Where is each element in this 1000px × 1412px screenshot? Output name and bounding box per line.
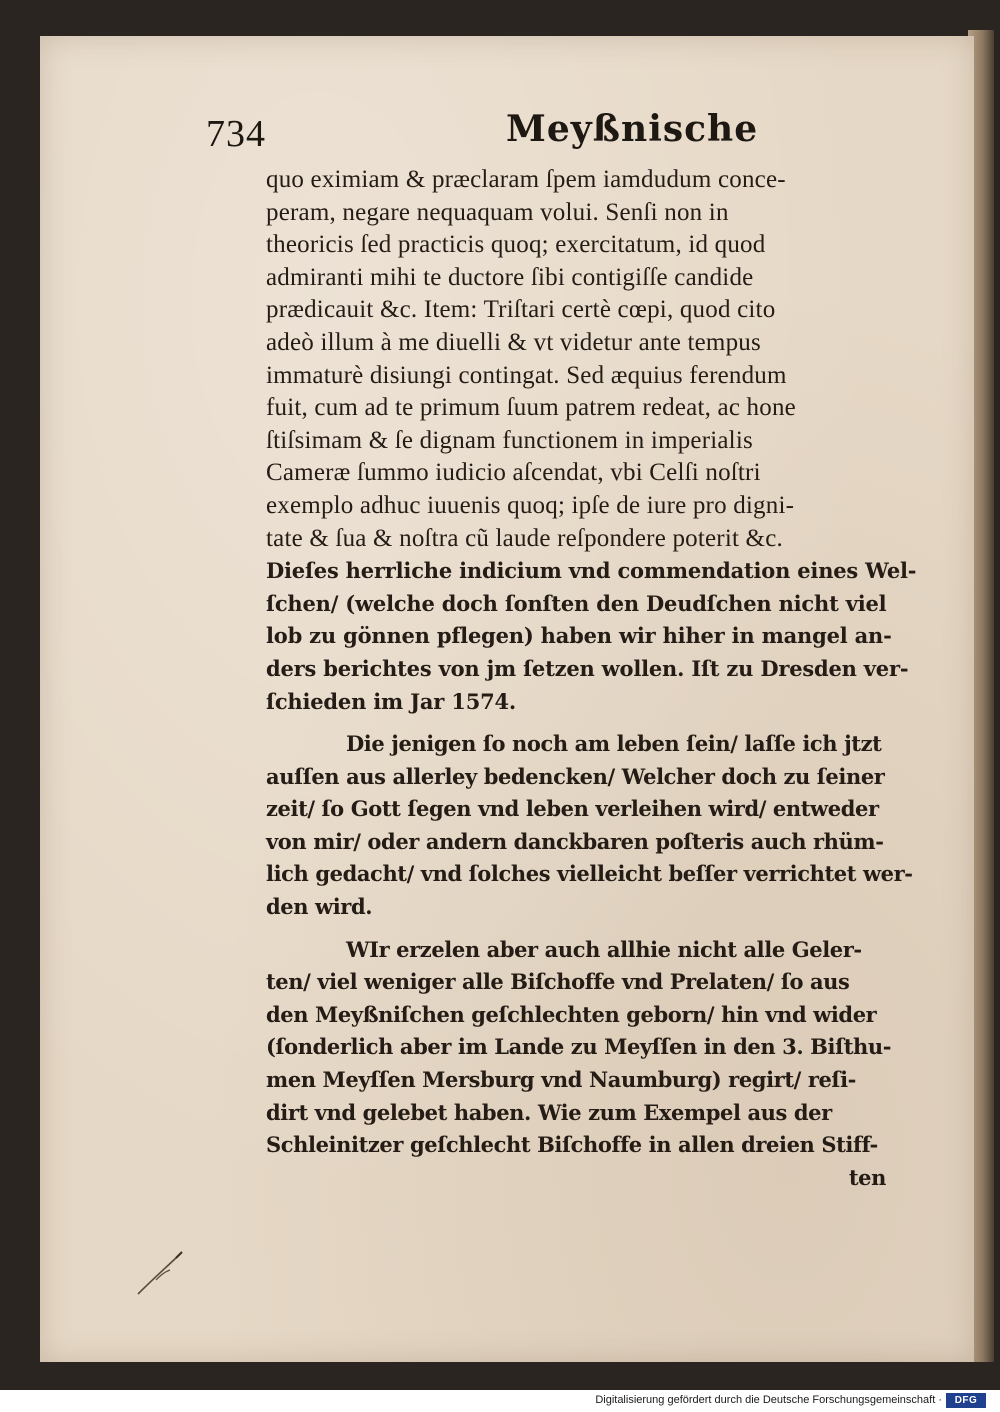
text-line: adeò illum à me diuelli & vt videtur ante tempus [266,328,761,356]
text-line: quo eximiam & præclaram ſpem iamdudum conce- [266,166,786,193]
paragraph-gap [266,718,906,728]
text-line: lich gedacht/ vnd ſolches vielleicht beſſer verrichtet wer- [266,861,913,887]
page-number: 734 [206,113,266,155]
text-line: tate & ſua & noſtra cũ laude reſpondere poterit &c. [266,524,783,552]
text-line: ders berichtes von jm ſetzen wollen. Iſt zu Dresden ver- [266,655,909,681]
text-line: ſchen/ (welche doch ſonſten den Deudſchen nicht viel [266,590,887,616]
text-line: den Meyßniſchen geſchlechten geborn/ hin vnd wider [266,1001,877,1027]
text-line: immaturè disiungi contingat. Sed æquius ferendum [266,361,787,389]
text-line: fuit, cum ad te primum ſuum patrem redeat, ac hone [266,394,796,422]
text-line: zeit/ ſo Gott ſegen vnd leben verleihen wird/ entweder [266,796,879,822]
text-block [266,164,917,1194]
text-line: ſchieden im Jar 1574. [266,688,517,714]
text-line: Dieſes herrliche indicium vnd commendation eines Wel- [266,558,917,584]
text-line: Cameræ ſummo iudicio aſcendat, vbi Celſi noſtri [266,459,761,487]
text-line: admiranti mihi te ductore ſibi contigiſſe candide [266,263,754,291]
text-line: peram, negare nequaquam volui. Senſi non in [266,198,729,226]
text-line: Die jenigen ſo noch am leben ſein/ laſſe ich jtzt [346,731,882,757]
text-line: Schleinitzer geſchlecht Biſchoffe in allen dreien Stiff- [266,1132,878,1158]
text-line: ten/ viel weniger alle Biſchoffe vnd Prelaten/ ſo aus [266,969,850,995]
text-line: men Meyſſen Mersburg vnd Naumburg) regirt/ reſi- [266,1067,856,1093]
catchword: ten [848,1164,886,1190]
text-line: lob zu gönnen pflegen) haben wir hiher in mangel an- [266,623,892,649]
text-line: ſtiſsimam & ſe dignam functionem in imperialis [266,426,753,454]
text-line: exemplo adhuc iuuenis quoq; ipſe de iure pro digni- [266,491,795,519]
text-line: den wird. [266,894,373,920]
text-line: von mir/ oder andern danckbaren poſteris auch rhüm- [266,828,884,854]
text-line: dirt vnd gelebet haben. Wie zum Exempel aus der [266,1099,832,1125]
text-line: auſſen aus allerley bedencken/ Welcher doch zu ſeiner [266,763,885,789]
text-line: (ſonderlich aber im Lande zu Meyſſen in den 3. Biſthu- [266,1034,892,1060]
text-line: theoricis ſed practicis quoq; exercitatum, id quod [266,231,766,259]
dfg-logo: DFG [946,1393,986,1408]
pen-mark-icon [130,1250,190,1300]
text-line: WIr erzelen aber auch allhie nicht alle Geler- [346,936,862,962]
footer-credit: Digitalisierung gefördert durch die Deutsche Forschungsgemeinschaft · [595,1394,942,1406]
text-line: prædicauit &c. Item: Triſtari certè cœpi, quod cito [266,296,776,324]
running-head: Meyßnische [506,108,759,150]
paragraph-gap [266,924,906,934]
